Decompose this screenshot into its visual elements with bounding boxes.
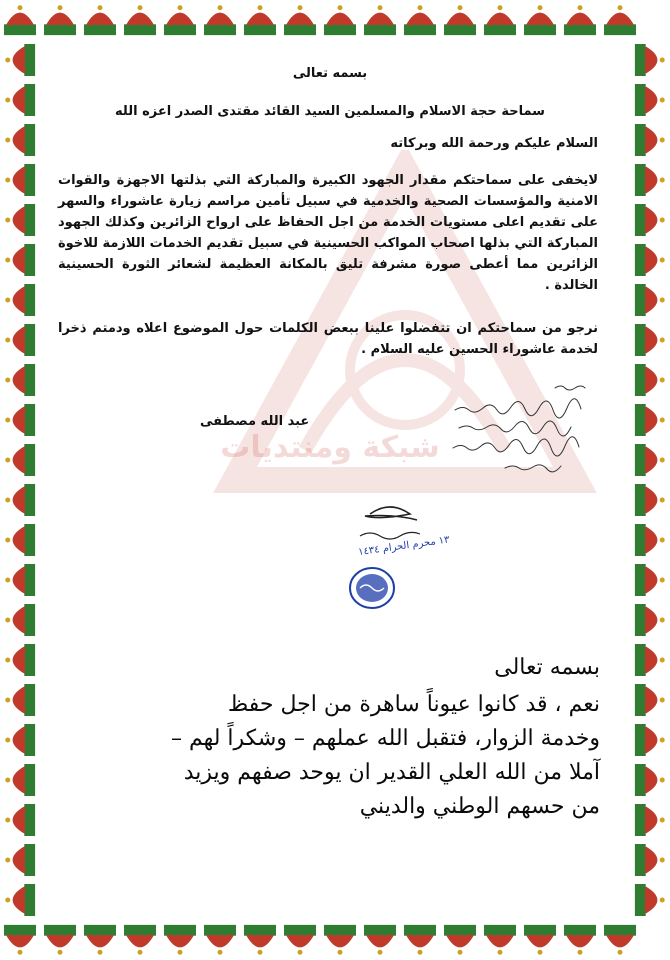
letter-addressee: سماحة حجة الاسلام والمسلمين السيد القائد مقتدى الصدر اعزه الله xyxy=(115,104,545,119)
border-dome-ornament xyxy=(5,44,35,76)
border-dome-ornament xyxy=(635,324,665,356)
letter-request-paragraph: نرجو من سماحتكم ان تتفضلوا علينا ببعض الكلمات حول الموضوع اعلاه ودمتم ذخرا لخدمة عاشوراء الحسين عليه السلام . xyxy=(58,321,598,357)
border-dome-ornament xyxy=(604,5,636,35)
border-dome-ornament xyxy=(5,844,35,876)
border-dome-ornament xyxy=(635,124,665,156)
border-dome-ornament xyxy=(5,644,35,676)
border-dome-ornament xyxy=(635,844,665,876)
border-dome-ornament xyxy=(244,5,276,35)
border-ornament-strip xyxy=(0,40,40,920)
reply-line: نعم ، قد كانوا عيوناً ساهرة من اجل حفظ xyxy=(227,692,600,717)
border-dome-ornament xyxy=(5,364,35,396)
border-dome-ornament xyxy=(5,804,35,836)
border-dome-ornament xyxy=(284,925,316,955)
reply-line: آملا من الله العلي القدير ان يوحد صفهم ويزيد xyxy=(183,760,600,785)
border-dome-ornament xyxy=(5,684,35,716)
border-dome-ornament xyxy=(635,404,665,436)
border-dome-ornament xyxy=(5,764,35,796)
border-dome-ornament xyxy=(244,925,276,955)
border-ornament-strip xyxy=(630,40,670,920)
letter-basmala: بسمه تعالى xyxy=(292,66,368,81)
border-dome-ornament xyxy=(84,925,116,955)
border-ornament-strip xyxy=(0,0,670,40)
border-dome-ornament xyxy=(5,524,35,556)
border-dome-ornament xyxy=(635,284,665,316)
border-dome-ornament xyxy=(364,925,396,955)
border-dome-ornament xyxy=(635,244,665,276)
border-dome-ornament xyxy=(635,44,665,76)
border-dome-ornament xyxy=(564,925,596,955)
signature-scribble xyxy=(320,496,450,616)
reply-line: وخدمة الزوار، فتقبل الله عملهم – وشكراً لهم – xyxy=(170,726,600,751)
border-dome-ornament xyxy=(324,925,356,955)
border-dome-ornament xyxy=(5,884,35,916)
border-top xyxy=(0,0,670,40)
border-dome-ornament xyxy=(5,724,35,756)
letter-greeting: السلام عليكم ورحمة الله وبركاته xyxy=(390,136,598,151)
border-bottom xyxy=(0,920,670,960)
border-dome-ornament xyxy=(4,925,36,955)
reply-body xyxy=(60,688,600,824)
border-dome-ornament xyxy=(635,604,665,636)
border-dome-ornament xyxy=(124,925,156,955)
border-dome-ornament xyxy=(364,5,396,35)
border-dome-ornament xyxy=(524,925,556,955)
border-dome-ornament xyxy=(404,5,436,35)
border-dome-ornament xyxy=(484,5,516,35)
handwritten-note-scribble xyxy=(445,380,605,490)
border-dome-ornament xyxy=(635,84,665,116)
border-dome-ornament xyxy=(164,925,196,955)
border-ornament-strip xyxy=(0,920,670,960)
border-right xyxy=(630,40,670,920)
border-dome-ornament xyxy=(635,364,665,396)
border-dome-ornament xyxy=(5,404,35,436)
border-dome-ornament xyxy=(635,164,665,196)
border-dome-ornament xyxy=(5,84,35,116)
border-dome-ornament xyxy=(635,684,665,716)
border-dome-ornament xyxy=(635,484,665,516)
border-dome-ornament xyxy=(635,204,665,236)
border-dome-ornament xyxy=(564,5,596,35)
border-dome-ornament xyxy=(5,284,35,316)
border-dome-ornament xyxy=(635,564,665,596)
border-dome-ornament xyxy=(524,5,556,35)
reply-basmala: بسمه تعالى xyxy=(494,655,600,680)
border-dome-ornament xyxy=(635,524,665,556)
border-dome-ornament xyxy=(5,124,35,156)
border-dome-ornament xyxy=(635,804,665,836)
letter-sender-name: عبد الله مصطفى xyxy=(200,414,310,429)
border-dome-ornament xyxy=(484,925,516,955)
reply-line: من حسهم الوطني والديني xyxy=(359,794,600,819)
border-dome-ornament xyxy=(5,324,35,356)
border-dome-ornament xyxy=(84,5,116,35)
watermark-text: شبكة ومنتديات xyxy=(220,430,440,465)
border-dome-ornament xyxy=(204,925,236,955)
border-dome-ornament xyxy=(635,724,665,756)
border-dome-ornament xyxy=(404,925,436,955)
border-dome-ornament xyxy=(635,764,665,796)
border-dome-ornament xyxy=(635,444,665,476)
border-dome-ornament xyxy=(164,5,196,35)
border-dome-ornament xyxy=(5,604,35,636)
border-dome-ornament xyxy=(444,925,476,955)
border-dome-ornament xyxy=(604,925,636,955)
border-dome-ornament xyxy=(5,204,35,236)
seal-date: ١٣ محرم الحرام ١٤٣٤ xyxy=(357,534,451,559)
border-dome-ornament xyxy=(5,444,35,476)
border-dome-ornament xyxy=(635,644,665,676)
signature-and-seal xyxy=(320,496,450,616)
border-dome-ornament xyxy=(4,5,36,35)
border-dome-ornament xyxy=(5,244,35,276)
border-dome-ornament xyxy=(124,5,156,35)
border-dome-ornament xyxy=(5,164,35,196)
border-dome-ornament xyxy=(44,925,76,955)
border-dome-ornament xyxy=(324,5,356,35)
border-dome-ornament xyxy=(284,5,316,35)
border-dome-ornament xyxy=(204,5,236,35)
border-dome-ornament xyxy=(44,5,76,35)
border-left xyxy=(0,40,40,920)
border-dome-ornament xyxy=(5,484,35,516)
border-dome-ornament xyxy=(635,884,665,916)
letter-body-paragraph: لايخفى على سماحتكم مقدار الجهود الكبيرة والمباركة التي بذلتها الاجهزة والقوات الامنية والمؤسسات الصحية والخدمية في سبيل تأمين مراسم زيارة عاشوراء والسهر على تقديم اعلى مستويات الخدمة من اجل الحفاظ على ارواح الزائرين وكذلك الجهود المباركة التي بذلها اصحاب المواكب الحسينية في سبيل تقديم الخدمات اللازمة للاخوة الزائرين مما أعطى صورة مشرفة تليق بالمكانة العظيمة لشعائر الثورة الحسينية الخالدة . xyxy=(58,173,598,293)
border-dome-ornament xyxy=(444,5,476,35)
border-dome-ornament xyxy=(5,564,35,596)
